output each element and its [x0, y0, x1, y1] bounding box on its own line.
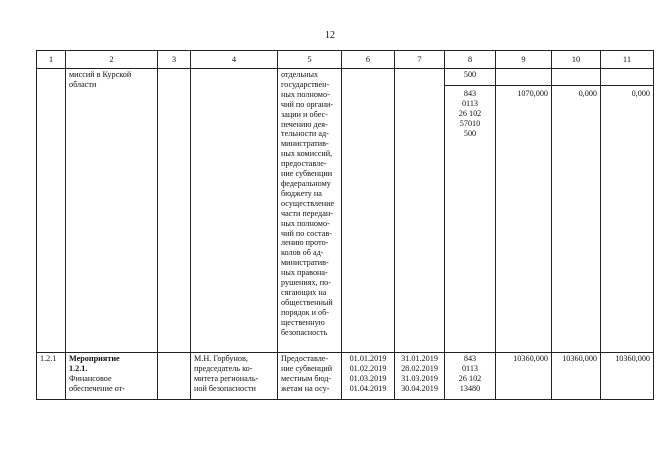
cell-end-date [395, 353, 445, 400]
cell-line: 500 [463, 128, 477, 138]
cell-line: 28.02.2019 [401, 363, 438, 373]
cell-line: государствен- [281, 79, 330, 89]
cell-col3 [158, 69, 191, 353]
header-cell: 7 [395, 51, 445, 69]
cell-line: 01.04.2019 [349, 383, 387, 393]
cell-number: 1.2.1 [37, 353, 66, 400]
cell-amount: 10360,000 [601, 353, 654, 400]
cell-line: части передан- [281, 208, 333, 218]
cell-col3 [158, 353, 191, 400]
cell-line: 57010 [459, 118, 481, 128]
cell-line: 843 [463, 354, 477, 363]
cell-line: ние субвенций [281, 363, 333, 373]
cell-line-bold [69, 354, 154, 364]
header-cell: 9 [496, 51, 552, 69]
cell-line-bold [69, 364, 154, 374]
header-cell: 11 [601, 51, 654, 69]
cell-code-top: 500 [445, 69, 496, 86]
cell-line: колов об ад- [281, 248, 324, 258]
cell-line: безопасность [281, 327, 328, 337]
bold-text: 1.2.1. [69, 363, 88, 373]
cell-amount-top [496, 69, 552, 86]
cell-line: 0113 [461, 98, 479, 108]
cell-line: ных комиссий, [281, 149, 333, 159]
cell-line: 0113 [461, 363, 479, 373]
cell-amount-top [601, 69, 654, 86]
header-cell: 3 [158, 51, 191, 69]
cell-line: бюджету на [281, 188, 322, 198]
cell-line: 26 102 [458, 108, 482, 118]
cell-line: предоставле- [281, 159, 327, 169]
cell-executor [191, 353, 278, 400]
cell-line: миссий в Курской [69, 70, 132, 79]
cell-line: ной безопасности [194, 383, 256, 393]
cell-line: 01.02.2019 [349, 363, 387, 373]
cell-number [37, 69, 66, 353]
cell-amount: 1070,000 [496, 86, 552, 353]
header-cell: 4 [191, 51, 278, 69]
cell-description [278, 353, 342, 400]
cell-line: рушениях, по- [281, 278, 331, 288]
cell-line: щественную [281, 317, 325, 327]
header-row [37, 51, 654, 69]
cell-line: тельности ад- [281, 129, 329, 139]
table-row [37, 353, 654, 400]
cell-line: Предоставле- [281, 354, 329, 363]
cell-line: местным бюд- [281, 373, 332, 383]
cell-executor [191, 69, 278, 353]
header-cell: 2 [66, 51, 158, 69]
cell-line: председатель ко- [194, 363, 253, 373]
cell-start-date [342, 69, 395, 353]
cell-line: жетам на осу- [281, 383, 330, 393]
cell-line: зации и обес- [281, 109, 328, 119]
cell-line: ных правона- [281, 268, 328, 278]
cell-line: 01.03.2019 [349, 373, 387, 383]
cell-line: лению прото- [281, 238, 329, 248]
cell-line: 31.01.2019 [401, 354, 438, 363]
cell-amount: 10360,000 [496, 353, 552, 400]
cell-line: чий по состав- [281, 228, 332, 238]
cell-line: 31.03.2019 [401, 373, 438, 383]
header-cell: 8 [445, 51, 496, 69]
cell-line: обеспечение от- [69, 383, 125, 393]
cell-line: сягающих на [281, 287, 327, 297]
cell-line: митета региональ- [194, 373, 259, 383]
header-cell: 6 [342, 51, 395, 69]
cell-line: ние субвенции [281, 169, 333, 179]
cell-line: печению дея- [281, 119, 328, 129]
cell-name [66, 353, 158, 400]
cell-amount: 0,000 [601, 86, 654, 353]
cell-line: отдельных [281, 70, 319, 79]
header-cell: 10 [552, 51, 601, 69]
cell-line: общественный [281, 297, 333, 307]
cell-line: области [69, 79, 97, 89]
page-number: 12 [325, 30, 335, 41]
table-row [37, 69, 654, 86]
cell-line: министратив- [281, 258, 329, 268]
cell-line: Финансовое [69, 373, 112, 383]
cell-start-date [342, 353, 395, 400]
cell-budget-code [445, 353, 496, 400]
cell-line: осуществление [281, 198, 335, 208]
header-cell: 1 [37, 51, 66, 69]
cell-line: 843 [463, 89, 477, 98]
cell-amount: 0,000 [552, 86, 601, 353]
cell-line: 13480 [459, 383, 481, 393]
cell-name [66, 69, 158, 353]
cell-line: министратив- [281, 139, 329, 149]
cell-line: М.Н. Горбунов, [194, 354, 248, 363]
cell-line: 30.04.2019 [401, 383, 438, 393]
cell-line: порядок и об- [281, 307, 330, 317]
cell-amount-top [552, 69, 601, 86]
cell-line: ных полномо- [281, 89, 330, 99]
cell-budget-code [445, 86, 496, 353]
cell-end-date [395, 69, 445, 353]
cell-line: 26 102 [458, 373, 482, 383]
cell-line: 01.01.2019 [349, 354, 387, 363]
cell-line: чий по органи- [281, 99, 334, 109]
header-cell: 5 [278, 51, 342, 69]
document-table [36, 50, 654, 400]
cell-line: федеральному [281, 178, 331, 188]
cell-line: ных полномо- [281, 218, 330, 228]
cell-description [278, 69, 342, 353]
cell-amount: 10360,000 [552, 353, 601, 400]
bold-text: Мероприятие [69, 354, 120, 363]
